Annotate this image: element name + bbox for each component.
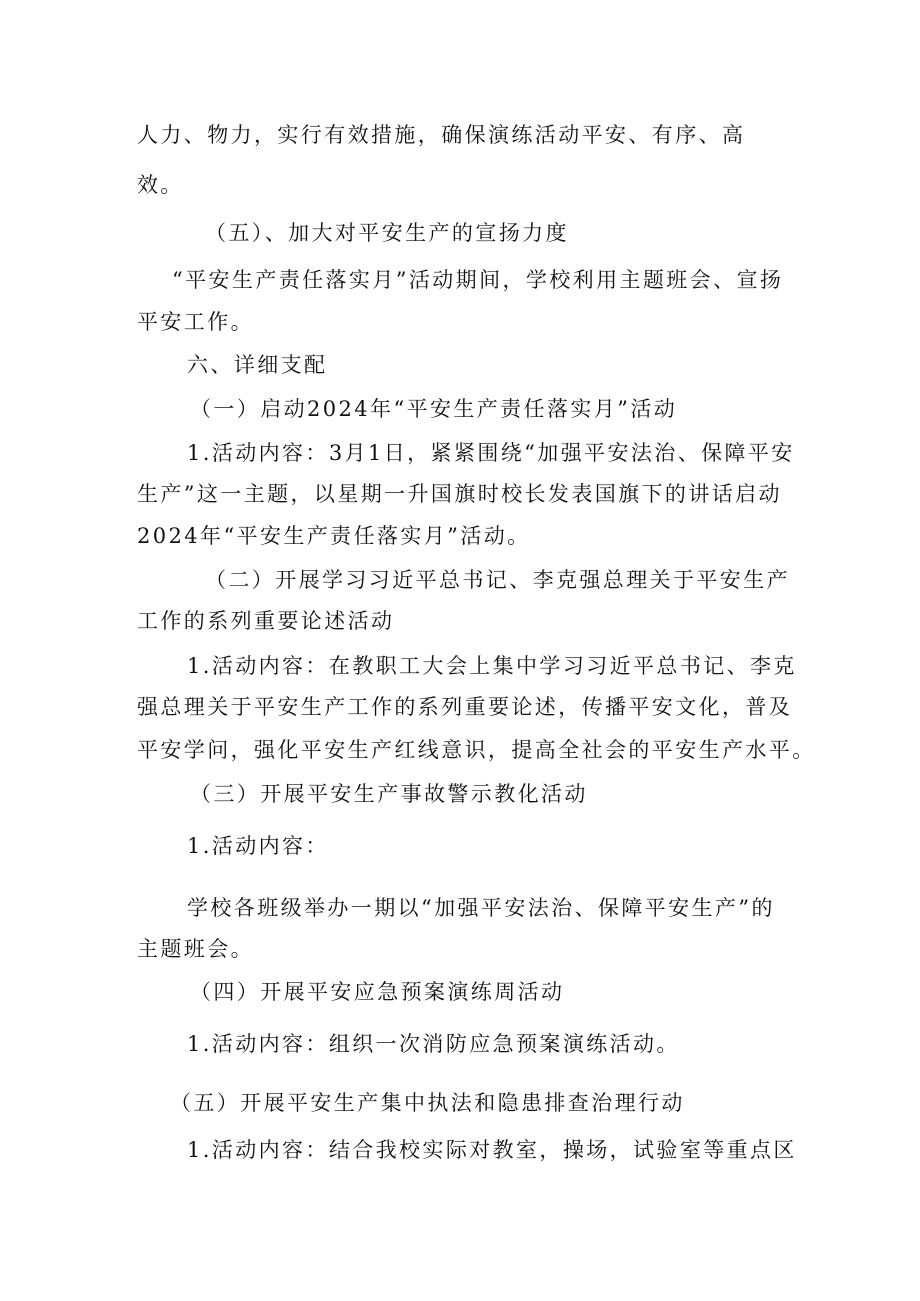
section-heading: 六、详细支配 [187,353,328,377]
section-heading: （一）启动2024年“平安生产责任落实月”活动 [190,397,678,421]
paragraph-line: 强总理关于平安生产工作的系列重要论述，传播平安文化，普及 [137,695,793,719]
paragraph-line: 生产”这一主题，以星期一升国旗时校长发表国旗下的讲话启动 [137,482,782,506]
paragraph-line: 1.活动内容：结合我校实际对教室，操场，试验室等重点区 [187,1138,797,1162]
paragraph-line: 效。 [137,173,184,197]
paragraph-line: “平安生产责任落实月”活动期间，学校利用主题班会、宣扬 [172,268,784,292]
section-heading: （二）开展学习习近平总书记、李克强总理关于平安生产 [205,568,790,592]
section-heading: （三）开展平安生产事故警示教化活动 [190,782,588,806]
section-heading: （五）、加大对平安生产的宣扬力度 [205,221,569,245]
paragraph-line: 平安学问，强化平安生产红线意识，提高全社会的平安生产水平。 [137,738,816,762]
paragraph-line: 1.活动内容：3月1日，紧紧围绕“加强平安法治、保障平安 [187,441,795,465]
paragraph-line: 学校各班级举办一期以“加强平安法治、保障平安生产”的 [187,896,775,920]
paragraph-line: 人力、物力，实行有效措施，确保演练活动平安、有序、高 [137,123,746,147]
paragraph-line: 2024年“平安生产责任落实月”活动。 [137,524,531,548]
paragraph-line: 1.活动内容： [187,834,329,858]
paragraph-line: 1.活动内容：组织一次消防应急预案演练活动。 [187,1032,680,1056]
section-heading: 工作的系列重要论述活动 [137,609,395,633]
paragraph-line: 1.活动内容：在教职工大会上集中学习习近平总书记、李克 [187,654,797,678]
section-heading: （四）开展平安应急预案演练周活动 [190,980,565,1004]
paragraph-line: 主题班会。 [137,937,254,961]
section-heading: （五）开展平安生产集中执法和隐患排查治理行动 [170,1091,685,1115]
paragraph-line: 平安工作。 [137,310,254,334]
